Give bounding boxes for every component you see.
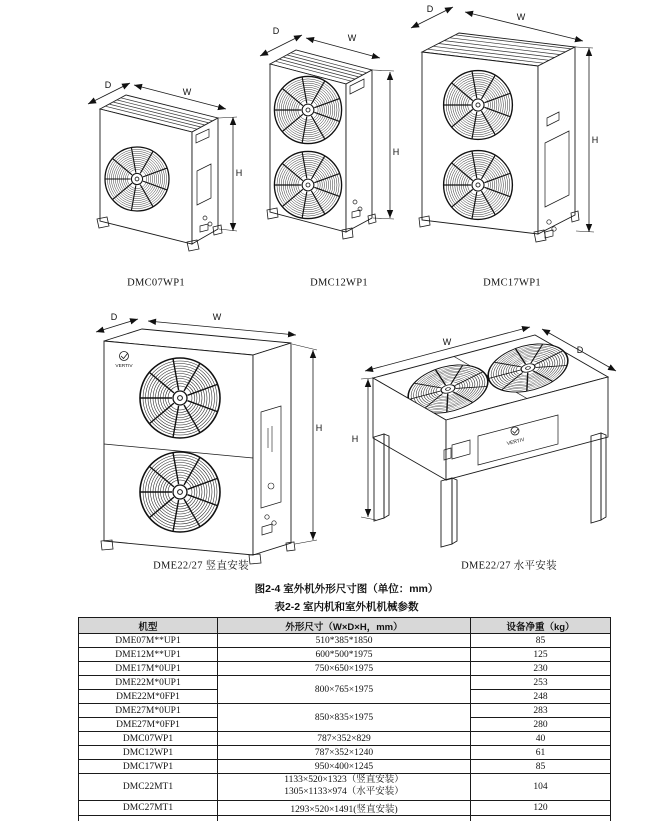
- cell-model: DMC27MT1: [79, 801, 218, 816]
- cell-size: 750×650×1975: [218, 662, 471, 676]
- cell-size: 950×400×1245: [218, 760, 471, 774]
- size-line-horizontal: 1305×1133×974（水平安装）: [284, 787, 404, 797]
- size-line-vertical: 1133×520×1323（竖直安装）: [284, 775, 404, 786]
- brand-logo-text: VERTIV: [506, 436, 526, 448]
- table-row: [79, 634, 611, 648]
- col-header-model: 机型: [79, 618, 218, 634]
- cell-model: DME22M*0FP1: [79, 690, 218, 704]
- cell-weight: 248: [471, 690, 611, 704]
- unit-caption-dme-vertical: DME22/27 竖直安装: [153, 560, 249, 572]
- cell-model: DME12M**UP1: [79, 648, 218, 662]
- col-header-weight: 设备净重（kg）: [471, 618, 611, 634]
- table-row: [79, 746, 611, 760]
- cell-weight: 230: [471, 662, 611, 676]
- cell-weight: 253: [471, 676, 611, 690]
- table-row: [79, 760, 611, 774]
- cell-weight: [471, 816, 611, 821]
- spec-table: [78, 617, 611, 821]
- cell-weight: 104: [471, 774, 611, 801]
- dim-label-w: W: [516, 12, 526, 22]
- dim-label-h: H: [315, 423, 323, 433]
- cell-size: 787×352×1240: [218, 746, 471, 760]
- unit-drawing-dme-vertical: [96, 319, 317, 564]
- unit-caption-dmc07wp1: DMC07WP1: [127, 277, 185, 289]
- cell-model: DME17M*0UP1: [79, 662, 218, 676]
- unit-drawing-dmc17wp1: [411, 7, 594, 242]
- col-header-size: 外形尺寸（W×D×H，mm）: [218, 618, 471, 634]
- cell-size: 510*385*1850: [218, 634, 471, 648]
- cell-model: DMC22MT1: [79, 774, 218, 801]
- cell-size-merged: 850×835×1975: [218, 704, 471, 732]
- cell-size-two-line: [218, 774, 471, 801]
- cell-model: DME07M**UP1: [79, 634, 218, 648]
- table-caption: 表2-2 室内机和室外机机械参数: [274, 601, 419, 613]
- unit-drawing-dmc07wp1: [88, 83, 237, 251]
- dim-label-h: H: [351, 434, 359, 444]
- dim-label-d: D: [272, 26, 280, 36]
- cell-model: DME22M*0UP1: [79, 676, 218, 690]
- unit-caption-dmc12wp1: DMC12WP1: [310, 277, 368, 289]
- cell-weight: 85: [471, 760, 611, 774]
- cell-weight: 120: [471, 801, 611, 816]
- unit-drawing-dme-horizontal: [361, 327, 616, 547]
- table-row: [79, 648, 611, 662]
- dim-label-w: W: [212, 312, 222, 322]
- cell-weight: 61: [471, 746, 611, 760]
- dim-label-d: D: [576, 345, 584, 355]
- table-header-row: [79, 618, 611, 634]
- cell-weight: 283: [471, 704, 611, 718]
- cell-size: [218, 816, 471, 821]
- cell-model: DME27M*0UP1: [79, 704, 218, 718]
- dim-label-h: H: [591, 135, 599, 145]
- cell-model: DME27M*0FP1: [79, 718, 218, 732]
- dim-label-h: H: [235, 168, 243, 178]
- cell-model: DMC17WP1: [79, 760, 218, 774]
- brand-logo-text: VERTIV: [115, 364, 133, 369]
- dim-label-w: W: [182, 87, 192, 97]
- cell-size: 1293×520×1491(竖直安装): [218, 801, 471, 816]
- dim-label-d: D: [110, 312, 118, 322]
- unit-caption-dmc17wp1: DMC17WP1: [483, 277, 541, 289]
- dim-label-w: W: [442, 337, 452, 347]
- cell-size: 787×352×829: [218, 732, 471, 746]
- dim-label-h: H: [392, 147, 400, 157]
- cell-size-merged: 800×765×1975: [218, 676, 471, 704]
- cell-weight: 40: [471, 732, 611, 746]
- dim-label-d: D: [426, 4, 434, 14]
- cell-model: [79, 816, 218, 821]
- table-row: [79, 676, 611, 690]
- table-row: [79, 704, 611, 718]
- table-row: [79, 732, 611, 746]
- unit-drawing-dmc12wp1: [260, 35, 394, 239]
- table-row: [79, 774, 611, 801]
- cell-weight: 125: [471, 648, 611, 662]
- table-row: [79, 801, 611, 816]
- cell-size: 600*500*1975: [218, 648, 471, 662]
- cell-model: DMC12WP1: [79, 746, 218, 760]
- dim-label-w: W: [347, 33, 357, 43]
- cell-model: DMC07WP1: [79, 732, 218, 746]
- figure-caption: 图2-4 室外机外形尺寸图（单位：mm）: [254, 583, 439, 595]
- dim-label-d: D: [104, 80, 112, 90]
- table-row-partial: [79, 816, 611, 821]
- table-row: [79, 662, 611, 676]
- cell-weight: 85: [471, 634, 611, 648]
- cell-weight: 280: [471, 718, 611, 732]
- unit-caption-dme-horizontal: DME22/27 水平安装: [461, 560, 557, 572]
